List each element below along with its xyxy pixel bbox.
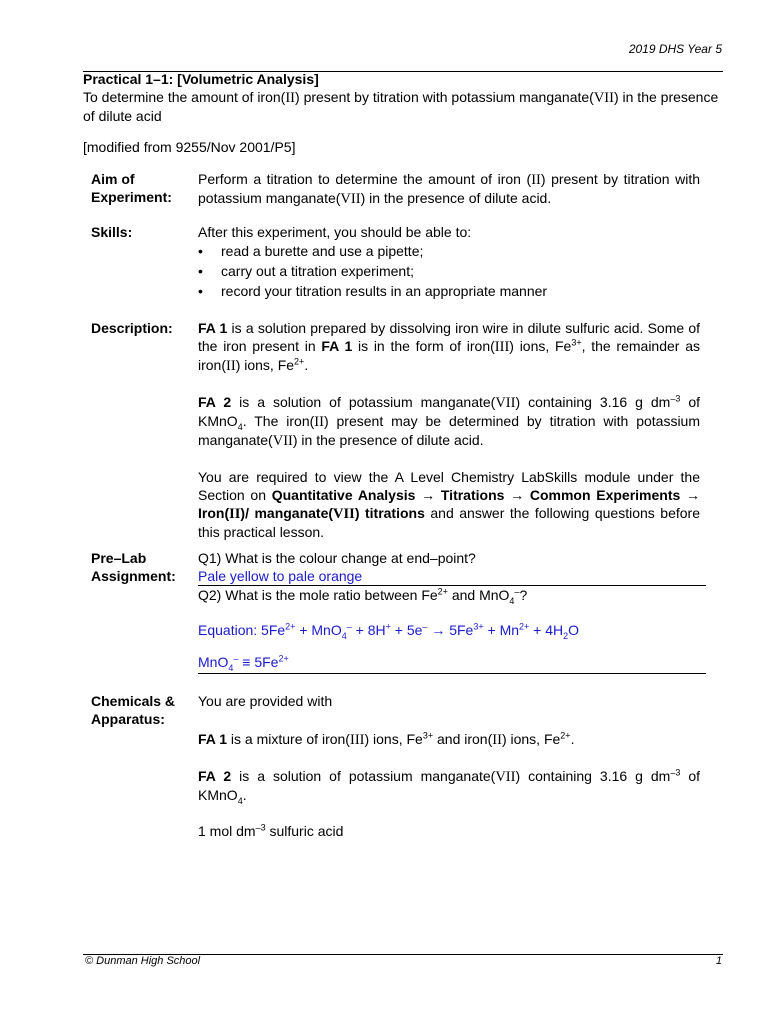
intro-text: To determine the amount of iron(II) present by titration with potassium manganate(VII) in the presence of dilute acid: [83, 89, 719, 124]
skills-intro: After this experiment, you should be able to:: [198, 224, 472, 240]
description-section: [198, 319, 700, 541]
description-para-1: FA 1 is a solution prepared by dissolving iron wire in dilute sulfuric acid. Some of the iron present in FA 1 is in the form of iron(III) ions, $Fe^{3+}$, the remainder as iron(II) ions, $Fe^{2+}$.: [198, 320, 701, 374]
prelab-q2: Q2) What is the mole ratio between $Fe^{2+}$ and MnO$_4$–?: [198, 586, 528, 606]
prelab-a1: Pale yellow to pale orange: [198, 568, 363, 584]
skills-section: [198, 223, 700, 301]
list-item: • record your titration results in an appropriate manner: [198, 283, 548, 299]
chemicals-intro: You are provided with: [198, 693, 333, 709]
description-label: Description:: [91, 320, 173, 336]
prelab-section: [198, 549, 706, 674]
prelab-ratio: $MnO_4^- \equiv 5Fe^{2+}$: [198, 653, 289, 673]
chemicals-section: [198, 692, 700, 840]
page-number: 1: [715, 955, 722, 967]
prelab-equation: Equation: $5Fe^{2+} + MnO_4^- + 8H^+ + 5e^- \to 5Fe^{3+} + Mn^{2+} + 4H_2O$: [198, 621, 580, 641]
skills-list: [198, 241, 700, 301]
chemicals-label: Chemicals & Apparatus:: [91, 693, 176, 727]
chemicals-acid: 1 mol $dm^{-3}$ sulfuric acid: [198, 822, 344, 839]
description-para-2: FA 2 is a solution of potassium manganate(VII) containing 3.16 g $dm^{-3}$ of KMnO$_4$. The iron(II) present may be determined by titration with potassium manganate(VII) in the presence of dilute acid.: [198, 393, 701, 449]
list-item: • carry out a titration experiment;: [198, 263, 414, 279]
bullet-icon: •: [198, 283, 203, 299]
header-year: 2019 DHS Year 5: [628, 42, 722, 56]
footer-school: © Dunman High School: [85, 955, 201, 967]
prelab-label: Pre–Lab Assignment:: [91, 550, 176, 584]
modified-note: [modified from 9255/Nov 2001/P5]: [83, 139, 296, 155]
aim-label: Aim of Experiment:: [91, 171, 172, 205]
list-item: • read a burette and use a pipette;: [198, 243, 424, 259]
aim-text: Perform a titration to determine the amount of iron (II) present by titration with potassium manganate(VII) in the presence of dilute acid.: [198, 171, 700, 207]
page-title: Practical 1–1: [Volumetric Analysis]: [83, 71, 319, 87]
chemicals-fa1: FA 1 is a mixture of iron(III) ions, $Fe^{3+}$ and iron(II) ions, $Fe^{2+}$.: [198, 730, 575, 748]
bullet-icon: •: [198, 263, 203, 279]
prelab-rule-bottom: [198, 673, 706, 674]
description-para-3: You are required to view the A Level Chemistry LabSkills module under the Section on Quantitative Analysis → Titrations → Common Experiments → Iron(II)/ manganate(VII) titrations and answer the following questions before this practical lesson.: [198, 469, 701, 540]
prelab-q1: Q1) What is the colour change at end–point?: [198, 550, 476, 566]
skills-label: Skills:: [91, 224, 133, 240]
chemicals-fa2: FA 2 is a solution of potassium manganate(VII) containing 3.16 g $dm^{-3}$ of KMnO$_4$.: [198, 767, 700, 806]
bullet-icon: •: [198, 243, 203, 259]
